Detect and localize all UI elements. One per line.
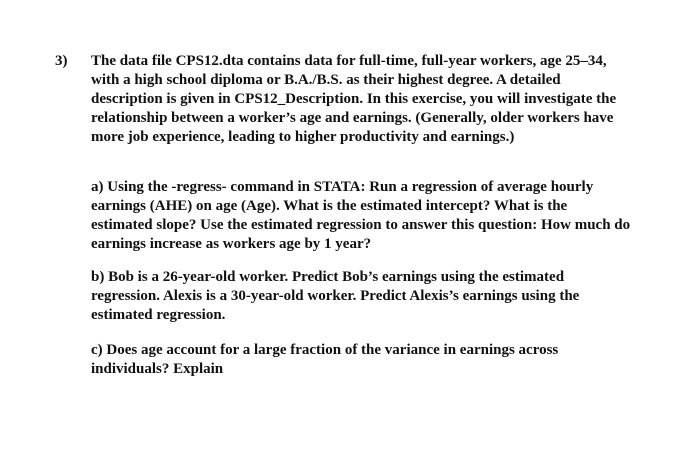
intro-line: with a high school diploma or B.A./B.S. as their highest degree. A detailed [91,72,561,88]
part-a-line: a) Using the -regress- command in STATA: Run a regression of average hourly [91,179,594,195]
intro-line: description is given in CPS12_Description. In this exercise, you will investigate the [91,91,617,107]
part-c [91,341,558,379]
intro-line: relationship between a worker’s age and earnings. (Generally, older workers have [91,110,614,126]
part-b [91,268,579,325]
question-number: 3) [55,53,68,69]
part-a-line: earnings (AHE) on age (Age). What is the estimated intercept? What is the [91,198,568,214]
intro-line: The data file CPS12.dta contains data for full-time, full-year workers, age 25–34, [91,53,607,69]
part-b-line: b) Bob is a 26-year-old worker. Predict Bob’s earnings using the estimated [91,269,565,285]
part-c-line: c) Does age account for a large fraction of the variance in earnings across [91,342,559,358]
part-b-line: regression. Alexis is a 30-year-old worker. Predict Alexis’s earnings using the [91,288,580,304]
intro-line: more job experience, leading to higher productivity and earnings.) [91,129,515,145]
part-c-line: individuals? Explain [91,361,224,377]
part-b-line: estimated regression. [91,307,226,323]
part-a-line: earnings increase as workers age by 1 year? [91,236,372,252]
question-intro [91,52,616,147]
part-a [91,178,630,254]
part-a-line: estimated slope? Use the estimated regression to answer this question: How much do [91,217,631,233]
